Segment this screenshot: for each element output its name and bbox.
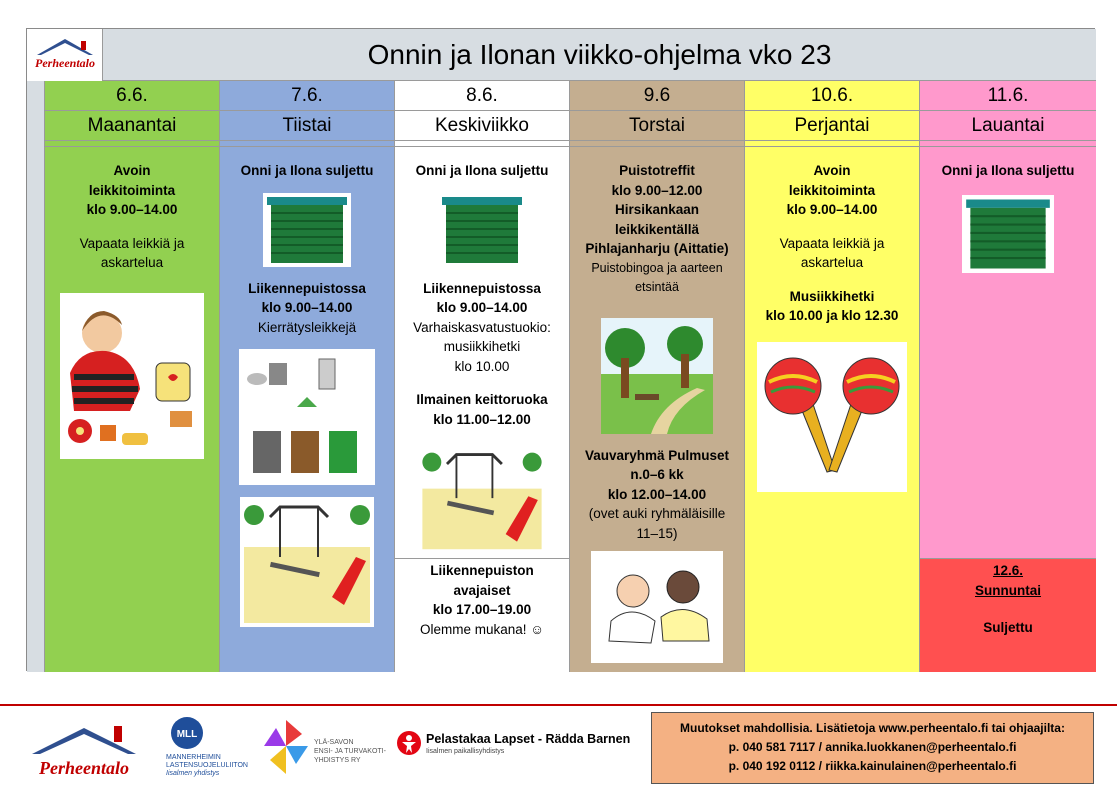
pelastakaa-text: Pelastakaa Lapset - Rädda Barnen — [426, 732, 631, 746]
activity-desc: (ovet auki ryhmäläisille — [588, 506, 726, 521]
activity-title: Liikennepuistossa — [248, 280, 366, 296]
perheentalo-logo — [27, 29, 103, 81]
svg-text:MLL: MLL — [176, 729, 198, 740]
recycling-illustration — [239, 349, 375, 485]
activity-title: Puistotreffit — [619, 163, 695, 178]
day-name: Lauantai — [920, 111, 1096, 141]
activity-title: n.0–6 kk — [630, 467, 684, 482]
mll-logo — [166, 716, 256, 782]
sunday-status: Suljettu — [983, 620, 1033, 635]
activity-time: klo 10.00 ja klo 12.30 — [765, 308, 899, 323]
contact-line: p. 040 581 7117 / annika.luokkanen@perheentalo.fi — [728, 740, 1017, 754]
activity-title: Musiikkihetki — [789, 288, 875, 304]
event-title: avajaiset — [453, 582, 511, 598]
sunday-date: 12.6. — [992, 563, 1024, 578]
day-column-thursday — [570, 81, 745, 672]
activity-title: Onni ja Ilona suljettu — [415, 163, 549, 178]
activity-title: Onni ja Ilona suljettu — [941, 163, 1075, 178]
mll-text: LASTENSUOJELULIITON — [166, 762, 248, 769]
activity-desc: 11–15) — [636, 525, 678, 541]
closed-shutter-icon — [438, 193, 526, 267]
activity-time: klo 9.00–14.00 — [786, 202, 878, 217]
activity-desc: Vapaata leikkiä ja — [779, 235, 885, 251]
title-bar — [103, 29, 1096, 81]
day-column-wednesday — [395, 81, 570, 672]
activity-desc: askartelua — [800, 255, 864, 270]
contact-line: p. 040 192 0112 / riikka.kainulainen@perheentalo.fi — [728, 759, 1017, 773]
svg-text:Perheentalo: Perheentalo — [39, 758, 129, 778]
day-column-friday — [745, 81, 920, 672]
event-desc: Olemme mukana! ☺ — [419, 621, 545, 637]
pelastakaa-subtext: Iisalmen paikallisyhdistys — [426, 748, 505, 755]
event-title: Liikennepuiston — [430, 563, 534, 578]
day-date: 6.6. — [45, 81, 219, 111]
activity-desc: askartelua — [100, 255, 164, 270]
activity-place: Pihlajanharju (Aittatie) — [585, 241, 729, 256]
day-date: 10.6. — [745, 81, 919, 111]
activity-place: leikkikentällä — [614, 221, 700, 237]
evening-event — [395, 558, 569, 672]
day-content — [570, 147, 744, 663]
activity-time: klo 10.00 — [454, 358, 510, 374]
mll-text: MANNERHEIMIN — [166, 754, 221, 761]
page-title: Onnin ja Ilonan viikko-ohjelma vko 23 — [367, 38, 832, 70]
day-content — [395, 147, 569, 553]
activity-title: leikkitoiminta — [88, 182, 176, 198]
activity-time: klo 12.00–14.00 — [607, 486, 707, 502]
contact-line: Muutokset mahdollisia. Lisätietoja www.perheentalo.fi tai ohjaajilta: — [680, 721, 1065, 735]
left-strip — [27, 81, 45, 672]
activity-time: klo 9.00–14.00 — [86, 202, 178, 217]
day-name: Perjantai — [745, 111, 919, 141]
day-column-tuesday — [220, 81, 395, 672]
footer-logos — [0, 712, 640, 788]
pelastakaa-lapset-icon — [396, 730, 422, 756]
sunday-cell — [920, 558, 1096, 672]
activity-time: klo 9.00–14.00 — [261, 300, 353, 315]
activity-desc: Kierrätysleikkejä — [257, 319, 357, 335]
sunday-name: Sunnuntai — [975, 582, 1041, 598]
event-time: klo 17.00–19.00 — [432, 602, 532, 617]
day-date: 7.6. — [220, 81, 394, 111]
day-content — [745, 147, 919, 492]
ensi-text: ENSI- JA TURVAKOTI- — [314, 748, 386, 755]
playground-illustration — [417, 447, 547, 553]
activity-place: Hirsikankaan — [614, 202, 700, 217]
ensi-text: YHDISTYS RY — [314, 757, 361, 764]
activity-desc: etsintää — [635, 280, 679, 294]
contact-info-box — [651, 712, 1094, 784]
pelastakaa-lapset-logo — [396, 730, 642, 770]
playground-illustration — [240, 497, 374, 627]
activity-title: Ilmainen keittoruoka — [416, 392, 548, 407]
day-name: Tiistai — [220, 111, 394, 141]
pinwheel-icon — [262, 718, 310, 776]
activity-desc: Vapaata leikkiä ja — [79, 235, 185, 251]
maracas-illustration — [757, 342, 907, 492]
ensi-logo — [262, 718, 390, 782]
activity-desc: Puistobingoa ja aarteen — [591, 260, 723, 275]
day-name: Keskiviikko — [395, 111, 569, 141]
day-content — [45, 147, 219, 459]
activity-desc: Varhaiskasvatustuokio: — [413, 319, 551, 335]
activity-title: Liikennepuistossa — [423, 280, 541, 296]
activity-title: Onni ja Ilona suljettu — [240, 163, 374, 178]
activity-title: Vauvaryhmä Pulmuset — [584, 447, 730, 463]
activity-time: klo 11.00–12.00 — [433, 411, 531, 427]
day-name: Maanantai — [45, 111, 219, 141]
perheentalo-house-icon — [28, 718, 140, 778]
park-illustration — [601, 318, 713, 434]
closed-shutter-icon — [263, 193, 351, 267]
activity-title: Avoin — [113, 163, 151, 178]
day-column-saturday — [920, 81, 1096, 672]
mll-text: Iisalmen yhdistys — [166, 770, 220, 777]
closed-shutter-icon — [962, 195, 1054, 273]
day-date: 11.6. — [920, 81, 1096, 111]
activity-desc: musiikkihetki — [443, 339, 521, 354]
mll-badge-icon — [170, 716, 204, 750]
activity-title: Avoin — [813, 163, 851, 178]
weekly-schedule — [26, 28, 1095, 671]
day-date: 9.6 — [570, 81, 744, 111]
activity-time: klo 9.00–12.00 — [611, 182, 703, 198]
day-content — [220, 147, 394, 627]
child-playing-illustration — [60, 293, 204, 459]
activity-title: leikkitoiminta — [788, 182, 876, 198]
day-content — [920, 147, 1096, 273]
ensi-text: YLÄ-SAVON — [314, 739, 354, 746]
house-logo-icon — [27, 29, 103, 81]
day-date: 8.6. — [395, 81, 569, 111]
day-column-monday — [45, 81, 220, 672]
day-name: Torstai — [570, 111, 744, 141]
activity-time: klo 9.00–14.00 — [436, 300, 528, 315]
svg-text:Perheentalo: Perheentalo — [35, 56, 95, 70]
babies-illustration — [591, 551, 723, 663]
footer-divider — [0, 704, 1117, 706]
